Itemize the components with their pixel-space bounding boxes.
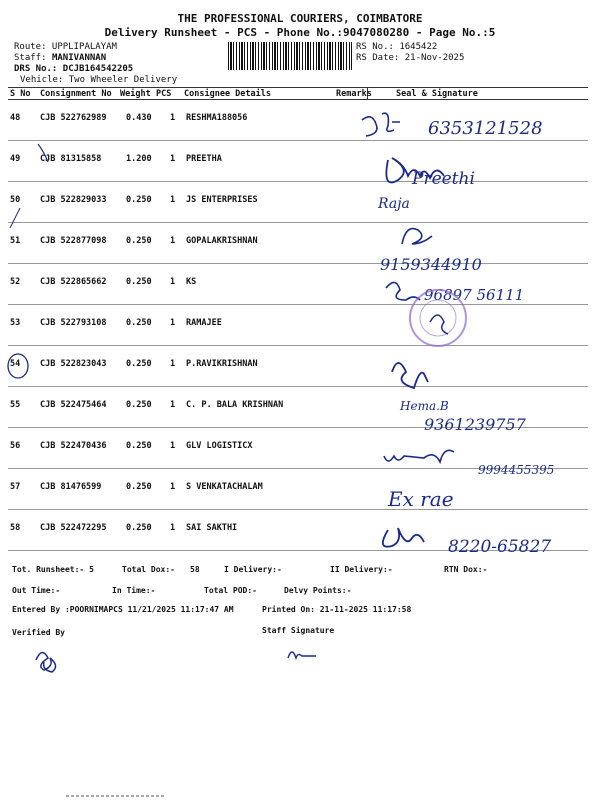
total-dox-label: Total Dox:- <box>122 565 175 574</box>
col-consignee: Consignee Details <box>184 89 271 99</box>
row-pcs: 1 <box>170 482 176 492</box>
tick-mark-51 <box>10 208 20 228</box>
row-weight: 1.200 <box>126 154 152 164</box>
delvy-points: Delvy Points:- <box>284 586 352 595</box>
row-weight: 0.250 <box>126 236 152 246</box>
row-weight: 0.250 <box>126 482 152 492</box>
row-sno: 54 <box>10 359 21 369</box>
drs-label: DRS No.: <box>14 64 58 74</box>
col-seal-signature: Seal & Signature <box>396 89 478 99</box>
ii-delivery: II Delivery:- <box>330 565 393 574</box>
row-consignee: KS <box>186 277 197 287</box>
row-pcs: 1 <box>170 523 176 533</box>
handwritten-phone-51: 9159344910 <box>380 255 482 274</box>
row-consignee: GLV LOGISTICX <box>186 441 253 451</box>
row-consignee: PREETHA <box>186 154 222 164</box>
row-consignee: RAMAJEE <box>186 318 222 328</box>
row-pcs: 1 <box>170 236 176 246</box>
seal-stamp-inner <box>420 300 456 336</box>
row-weight: 0.250 <box>126 277 152 287</box>
row-pcs: 1 <box>170 154 176 164</box>
row-pcs: 1 <box>170 195 176 205</box>
rtn-dox: RTN Dox:- <box>444 565 488 574</box>
row-pcs: 1 <box>170 359 176 369</box>
row-pcs: 1 <box>170 400 176 410</box>
route: Route: UPPLIPALAYAM <box>14 42 117 52</box>
company-title: THE PROFESSIONAL COURIERS, COIMBATORE <box>177 12 423 25</box>
total-pod: Total POD:- <box>204 586 257 595</box>
handwritten-phone-48: 6353121528 <box>428 118 543 139</box>
rs-number: RS No.: 1645422 <box>356 42 438 52</box>
verified-by-signature <box>36 652 56 672</box>
row-sno: 53 <box>10 318 21 328</box>
handwritten-phone-52: 96897 56111 <box>424 286 525 304</box>
out-time: Out Time:- <box>12 586 61 595</box>
row-sno: 49 <box>10 154 21 164</box>
row-sno: 55 <box>10 400 21 410</box>
signature-52 <box>386 282 420 300</box>
row-sno: 50 <box>10 195 21 205</box>
rs-date: RS Date: 21-Nov-2025 <box>356 53 465 63</box>
row-weight: 0.430 <box>126 113 152 123</box>
i-delivery: I Delivery:- <box>224 565 282 574</box>
row-consignment-no: CJB 522823043 <box>40 359 107 369</box>
staff-label: Staff: <box>14 53 47 63</box>
row-consignment-no: CJB 522762989 <box>40 113 107 123</box>
signature-48 <box>362 113 400 136</box>
row-sno: 48 <box>10 113 21 123</box>
row-consignee: P.RAVIKRISHNAN <box>186 359 258 369</box>
row-consignment-no: CJB 522472295 <box>40 523 107 533</box>
in-time: In Time:- <box>112 586 156 595</box>
staff-signature-mark <box>288 652 316 658</box>
handwritten-name-49: Preethi <box>412 169 475 189</box>
tick-mark-49 <box>38 144 48 162</box>
row-consignee: JS ENTERPRISES <box>186 195 258 205</box>
row-consignment-no: CJB 522877098 <box>40 236 107 246</box>
col-consignment: Consignment No <box>40 89 112 99</box>
row-consignment-no: CJB 522865662 <box>40 277 107 287</box>
col-weight: Weight <box>120 89 151 99</box>
row-weight: 0.250 <box>126 441 152 451</box>
row-consignment-no: CJB 522793108 <box>40 318 107 328</box>
total-dox-value: 58 <box>190 565 200 574</box>
col-sno: S No <box>10 89 31 99</box>
row-weight: 0.250 <box>126 400 152 410</box>
handwritten-phone-55: 9361239757 <box>424 415 526 434</box>
row-consignment-no: CJB 522470436 <box>40 441 107 451</box>
row-weight: 0.250 <box>126 359 152 369</box>
row-sno: 56 <box>10 441 21 451</box>
row-sno: 51 <box>10 236 21 246</box>
printed-on: Printed On: 21-11-2025 11:17:58 <box>262 605 412 614</box>
handwritten-name-50: Raja <box>378 196 410 212</box>
staff-signature-label: Staff Signature <box>262 626 335 635</box>
row-pcs: 1 <box>170 277 176 287</box>
row-consignment-no: CJB 81315858 <box>40 154 102 164</box>
row-consignee: SAI SAKTHI <box>186 523 238 533</box>
circle-mark-54 <box>8 354 28 378</box>
row-consignee: S VENKATACHALAM <box>186 482 263 492</box>
signature-53 <box>430 315 448 334</box>
row-consignee: RESHMA188056 <box>186 113 248 123</box>
signature-54 <box>392 363 428 388</box>
staff-value: MANIVANNAN <box>51 53 107 63</box>
signature-51 <box>402 229 432 244</box>
row-sno: 52 <box>10 277 21 287</box>
entered-by: Entered By :POORNIMAPCS 11/21/2025 11:17:47 AM <box>12 605 234 614</box>
row-consignment-no: CJB 522829033 <box>40 195 107 205</box>
row-weight: 0.250 <box>126 523 152 533</box>
signature-58 <box>383 528 424 547</box>
row-weight: 0.250 <box>126 318 152 328</box>
signature-56 <box>384 450 454 462</box>
drs-value: DCJB164542205 <box>62 64 134 74</box>
row-sno: 57 <box>10 482 21 492</box>
vehicle: Vehicle: Two Wheeler Delivery <box>20 75 178 85</box>
row-pcs: 1 <box>170 113 176 123</box>
handwritten-phone-56: 9994455395 <box>478 463 555 477</box>
row-pcs: 1 <box>170 441 176 451</box>
row-consignment-no: CJB 81476599 <box>40 482 102 492</box>
tot-runsheet: Tot. Runsheet:- 5 <box>12 565 94 574</box>
row-weight: 0.250 <box>126 195 152 205</box>
handwritten-name-55: Hema.B <box>400 399 449 413</box>
col-remarks: Remarks <box>336 89 372 99</box>
handwritten-phone-58: 8220-65827 <box>448 537 552 557</box>
runsheet-subtitle: Delivery Runsheet - PCS - Phone No.:9047080280 - Page No.:5 <box>104 26 496 39</box>
verified-by: Verified By <box>12 628 65 637</box>
row-consignee: GOPALAKRISHNAN <box>186 236 258 246</box>
handwritten-name-57: Ex rae <box>388 487 454 511</box>
row-consignee: C. P. BALA KRISHNAN <box>186 400 284 410</box>
row-consignment-no: CJB 522475464 <box>40 400 107 410</box>
row-sno: 58 <box>10 523 21 533</box>
col-pcs: PCS <box>156 89 172 99</box>
row-pcs: 1 <box>170 318 176 328</box>
